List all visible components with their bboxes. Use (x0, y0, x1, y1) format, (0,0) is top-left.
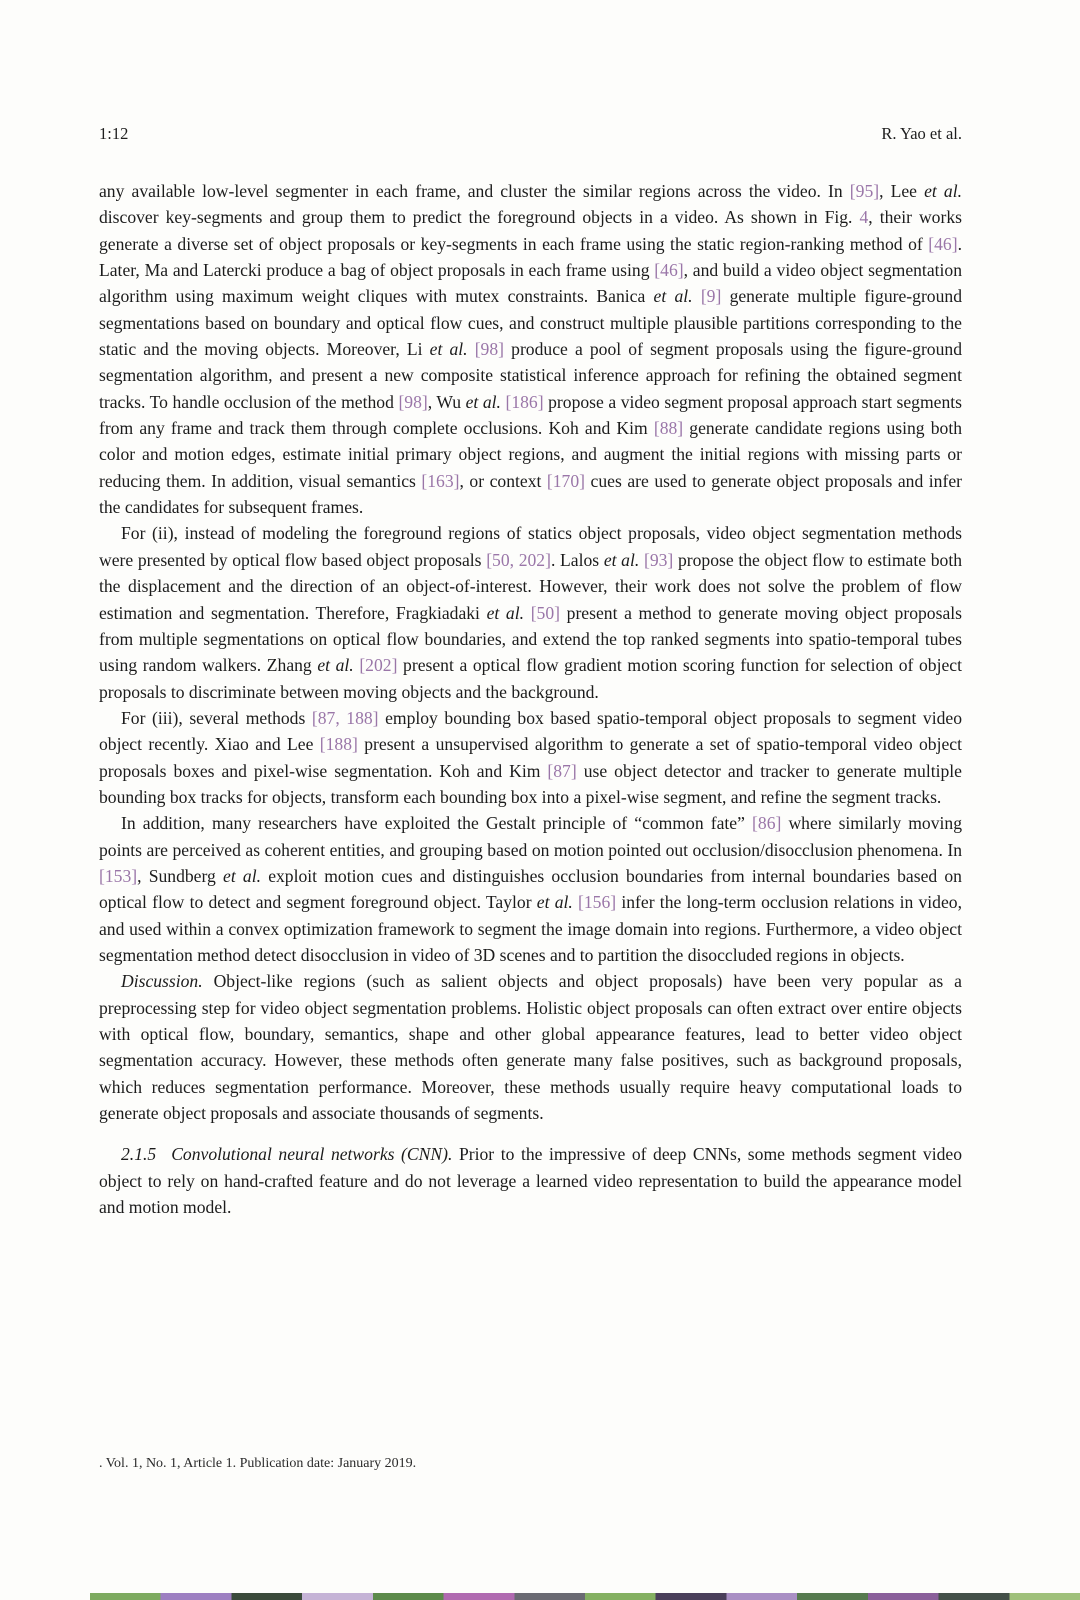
citation-link[interactable]: [46] (928, 233, 958, 254)
paragraph (99, 520, 962, 704)
footer-note: . Vol. 1, No. 1, Article 1. Publication date: January 2019. (99, 1456, 417, 1471)
italic-text: et al. (465, 391, 501, 412)
text-run (693, 286, 701, 306)
text-run: exploit motion cues and distinguishes occlusion boundaries from internal boundaries based on optical flow to detect and segment foreground object. Taylor (99, 865, 962, 913)
paragraph (99, 178, 962, 520)
section-heading-paragraph (99, 1141, 962, 1220)
citation-link[interactable]: [98] (474, 339, 505, 360)
italic-text: et al. (223, 865, 261, 886)
page-header (99, 124, 962, 144)
text-run: , and build a video object segmentation algorithm using maximum weight cliques with mutex constraints. Banica (99, 260, 962, 307)
citation-link[interactable]: [186] (505, 391, 544, 412)
citation-link[interactable]: [202] (359, 655, 398, 676)
text-run: infer the long-term occlusion relations in video, and used within a convex optimization framework to segment the image domain into regions. Furthermore, a video object segmentation method detect disocclusion in video of 3D scenes and to partition the disoccluded regions in objects. (99, 892, 962, 965)
paragraph (99, 810, 962, 968)
paragraph (99, 705, 962, 810)
text-run: For (iii), several methods (121, 707, 312, 728)
page-number: 1:12 (99, 124, 129, 143)
citation-link[interactable]: [46] (654, 260, 684, 281)
citation-link[interactable]: 4 (859, 207, 869, 228)
text-run: present a unsupervised algorithm to generate a set of spatio-temporal video object proposals boxes and pixel-wise segmentation. Koh and Kim (99, 734, 962, 781)
citation-link[interactable]: [87] (547, 760, 577, 781)
text-run: For (ii), instead of modeling the foreground regions of statics object proposals, video object segmentation methods were presented by optical flow based object proposals (99, 523, 962, 570)
italic-text: et al. (653, 286, 693, 307)
citation-link[interactable]: [88] (653, 418, 684, 439)
text-run: any available low-level segmenter in each frame, and cluster the similar regions across the video. In (99, 181, 850, 201)
text-run: cues are used to generate object proposals and infer the candidates for subsequent frames. (99, 470, 962, 518)
text-run: . Later, Ma and Latercki produce a bag of object proposals in each frame using (99, 233, 962, 281)
italic-text: et al. (317, 655, 354, 676)
italic-text: et al. (429, 339, 468, 360)
italic-text: et al. (924, 181, 963, 201)
scan-artifact-strip (90, 1593, 1080, 1600)
citation-link[interactable]: [188] (319, 734, 358, 755)
text-run: discover key-segments and group them to predict the foreground objects in a video. As shown in Fig. (99, 207, 860, 228)
body-paragraphs (99, 178, 962, 1220)
text-run: propose the object flow to estimate both the displacement and the direction of an object-of-interest. However, their work does not solve the problem of flow estimation and segmentation. Therefore, Fragkiadaki (99, 549, 963, 623)
citation-link[interactable]: [93] (643, 549, 674, 570)
text-run: In addition, many researchers have exploited the Gestalt principle of “common fate” (121, 813, 753, 834)
text-run: present a method to generate moving object proposals from multiple segmentations on optical flow boundaries, and extend the top ranked segments into spatio-temporal tubes using random walkers. Zhang (99, 602, 962, 676)
text-run: use object detector and tracker to generate multiple bounding box tracks for objects, transform each bounding box into a pixel-wise segment, and refine the segment tracks. (99, 760, 962, 807)
citation-link[interactable]: [95] (849, 181, 880, 201)
text-run: Object-like regions (such as salient objects and object proposals) have been very popular as a preprocessing step for video object segmentation problems. Holistic object proposals can often extract over entire objects with optical flow, boundary, semantics, shape and other global appearance features, lead to better video object segmentation accuracy. However, these methods often generate many false positives, such as background proposals, which reduces segmentation performance. Moreover, these methods usually require heavy computational loads to generate object proposals and associate thousands of segments. (99, 971, 962, 1124)
paragraph (99, 968, 962, 1126)
citation-link[interactable]: [50] (530, 602, 560, 623)
italic-text: et al. (536, 892, 573, 913)
italic-text: et al. (603, 549, 640, 570)
running-authors: R. Yao et al. (881, 124, 962, 143)
citation-link[interactable]: [50, 202] (486, 549, 551, 570)
text-run: , their works generate a diverse set of object proposals or key-segments in each frame using the static region-ranking method of (99, 207, 962, 254)
text-run: Prior to the impressive of deep CNNs, some methods segment video object to rely on hand-crafted feature and do not leverage a learned video representation to build the appearance model and motion model. (99, 1144, 962, 1218)
text-run: propose a video segment proposal approach start segments from any frame and track them through complete occlusions. Koh and Kim (99, 391, 962, 439)
text-run: , Sundberg (137, 865, 224, 886)
citation-link[interactable]: [87, 188] (311, 707, 379, 728)
citation-link[interactable]: [9] (700, 286, 722, 307)
text-run: , Wu (427, 391, 466, 412)
text-run: produce a pool of segment proposals using the figure-ground segmentation algorithm, and present a new composite statistical inference approach for refining the obtained segment tracks. To handle occlusion of the method (99, 339, 962, 412)
text-run: present a optical flow gradient motion scoring function for selection of object proposals to discriminate between moving objects and the background. (99, 655, 962, 702)
text-run: , or context (459, 470, 547, 491)
text-run (524, 603, 531, 623)
citation-link[interactable]: [86] (752, 813, 782, 834)
citation-link[interactable]: [163] (421, 470, 460, 491)
citation-link[interactable]: [170] (546, 470, 586, 491)
italic-text: Discussion. (121, 971, 203, 992)
text-run: employ bounding box based spatio-temporal object proposals to segment video object recently. Xiao and Lee (99, 707, 962, 755)
text-run (468, 339, 475, 359)
citation-link[interactable]: [156] (578, 892, 617, 913)
italic-text: et al. (486, 602, 525, 623)
section-title: Convolutional neural networks (CNN). (171, 1144, 453, 1165)
section-number: 2.1.5 (121, 1144, 157, 1165)
text-run: . Lalos (550, 549, 604, 570)
citation-link[interactable]: [153] (99, 865, 138, 886)
text-run: generate multiple figure-ground segmentations based on boundary and optical flow cues, and construct multiple plausible partitions corresponding to the static and the moving objects. Moreover, Li (99, 286, 962, 360)
text-run: where similarly moving points are perceived as coherent entities, and grouping based on motion pointed out occlusion/disocclusion phenomena. In (99, 813, 962, 860)
text-run: , Lee (879, 181, 925, 201)
citation-link[interactable]: [98] (398, 391, 428, 412)
text-run: generate candidate regions using both color and motion edges, estimate initial primary object regions, and augment the initial regions with missing parts or reducing them. In addition, visual semantics (99, 418, 963, 491)
